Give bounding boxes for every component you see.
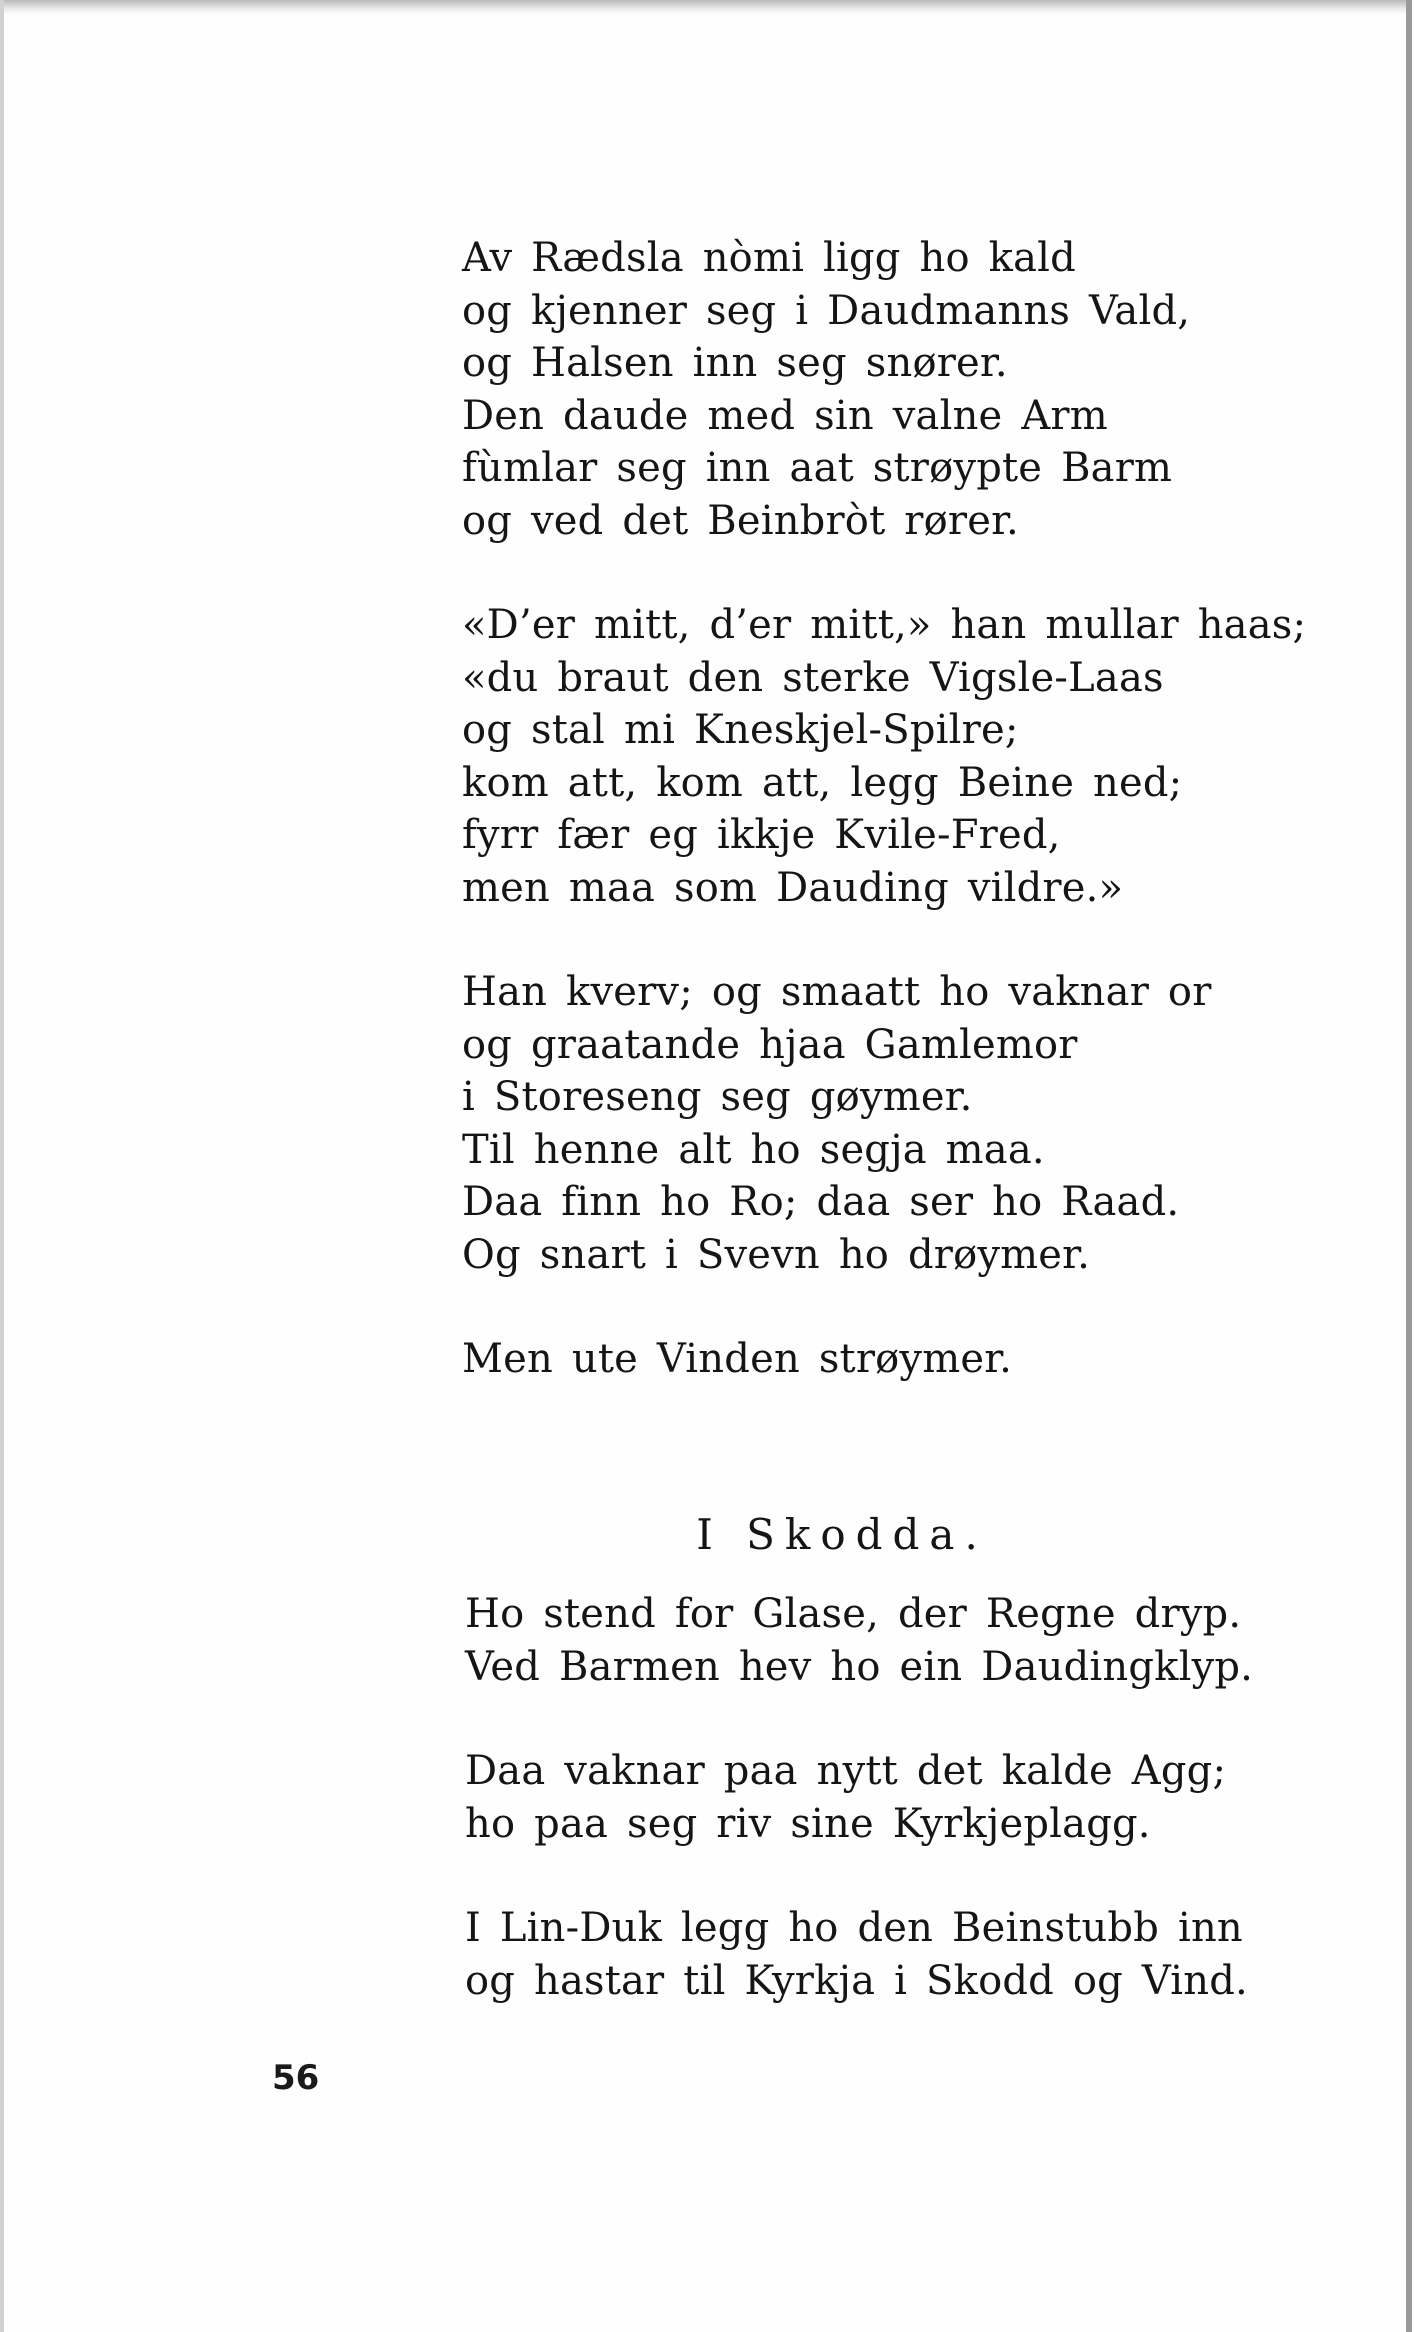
verse-line: og hastar til Kyrkja i Skodd og Vind.: [465, 1957, 1248, 2004]
page-right-edge: [1406, 0, 1412, 2332]
stanza-4: [462, 1333, 1342, 1386]
verse-line: og Halsen inn seg snører.: [462, 340, 1008, 386]
stanza-2: [462, 599, 1342, 914]
verse-line: Og snart i Svevn ho drøymer.: [462, 1231, 1091, 1278]
page-top-edge: [0, 0, 1412, 14]
verse-line: og ved det Beinbròt rører.: [462, 497, 1019, 544]
verse-line: Men ute Vinden strøymer.: [462, 1336, 1013, 1382]
verse-line: fyrr fær eg ikkje Kvile-Fred,: [462, 812, 1061, 858]
stanza-gap: [465, 1693, 1253, 1745]
verse-line: kom att, kom att, legg Beine ned;: [462, 759, 1183, 806]
verse-line: Daa finn ho Ro; daa ser ho Raad.: [462, 1179, 1180, 1225]
verse-line: Ho stend for Glase, der Regne dryp.: [465, 1591, 1242, 1637]
page-number: 56: [272, 2058, 320, 2098]
verse-line: I Lin-Duk legg ho den Beinstubb inn: [465, 1905, 1243, 1951]
verse-line: i Storeseng seg gøymer.: [462, 1074, 973, 1120]
poem-body: [465, 1588, 1253, 2007]
stanza-5: [465, 1588, 1253, 1693]
stanza-gap: [462, 914, 1342, 966]
verse-line: Til henne alt ho segja maa.: [462, 1126, 1045, 1173]
verse-line: ho paa seg riv sine Kyrkjeplagg.: [465, 1800, 1151, 1847]
verse-line: Daa vaknar paa nytt det kalde Agg;: [465, 1748, 1227, 1794]
verse-line: og graatande hjaa Gamlemor: [462, 1021, 1078, 1068]
verse-line: og kjenner seg i Daudmanns Vald,: [462, 287, 1191, 334]
stanza-gap: [462, 1281, 1342, 1333]
stanza-1: [462, 232, 1342, 547]
page-left-edge: [0, 0, 4, 2332]
verse-line: Av Rædsla nòmi ligg ho kald: [462, 235, 1076, 281]
verse-line: Ved Barmen hev ho ein Daudingklyp.: [465, 1643, 1254, 1690]
stanza-gap: [465, 1850, 1253, 1902]
stanza-6: [465, 1745, 1253, 1850]
stanza-gap: [462, 547, 1342, 599]
stanza-3: [462, 966, 1342, 1281]
verse-line: og stal mi Kneskjel-Spilre;: [462, 707, 1019, 753]
stanza-7: [465, 1902, 1253, 2007]
verse-line: «du braut den sterke Vigsle-Laas: [462, 654, 1164, 701]
verse-line: Han kverv; og smaatt ho vaknar or: [462, 969, 1212, 1015]
text-column: [462, 232, 1342, 2004]
poem-title: I Skodda.: [696, 1510, 988, 1559]
verse-line: Den daude med sin valne Arm: [462, 392, 1108, 439]
verse-line: fùmlar seg inn aat strøypte Barm: [462, 445, 1173, 491]
verse-line: men maa som Dauding vildre.»: [462, 864, 1124, 911]
verse-line: «D’er mitt, d’er mitt,» han mullar haas;: [462, 602, 1307, 648]
